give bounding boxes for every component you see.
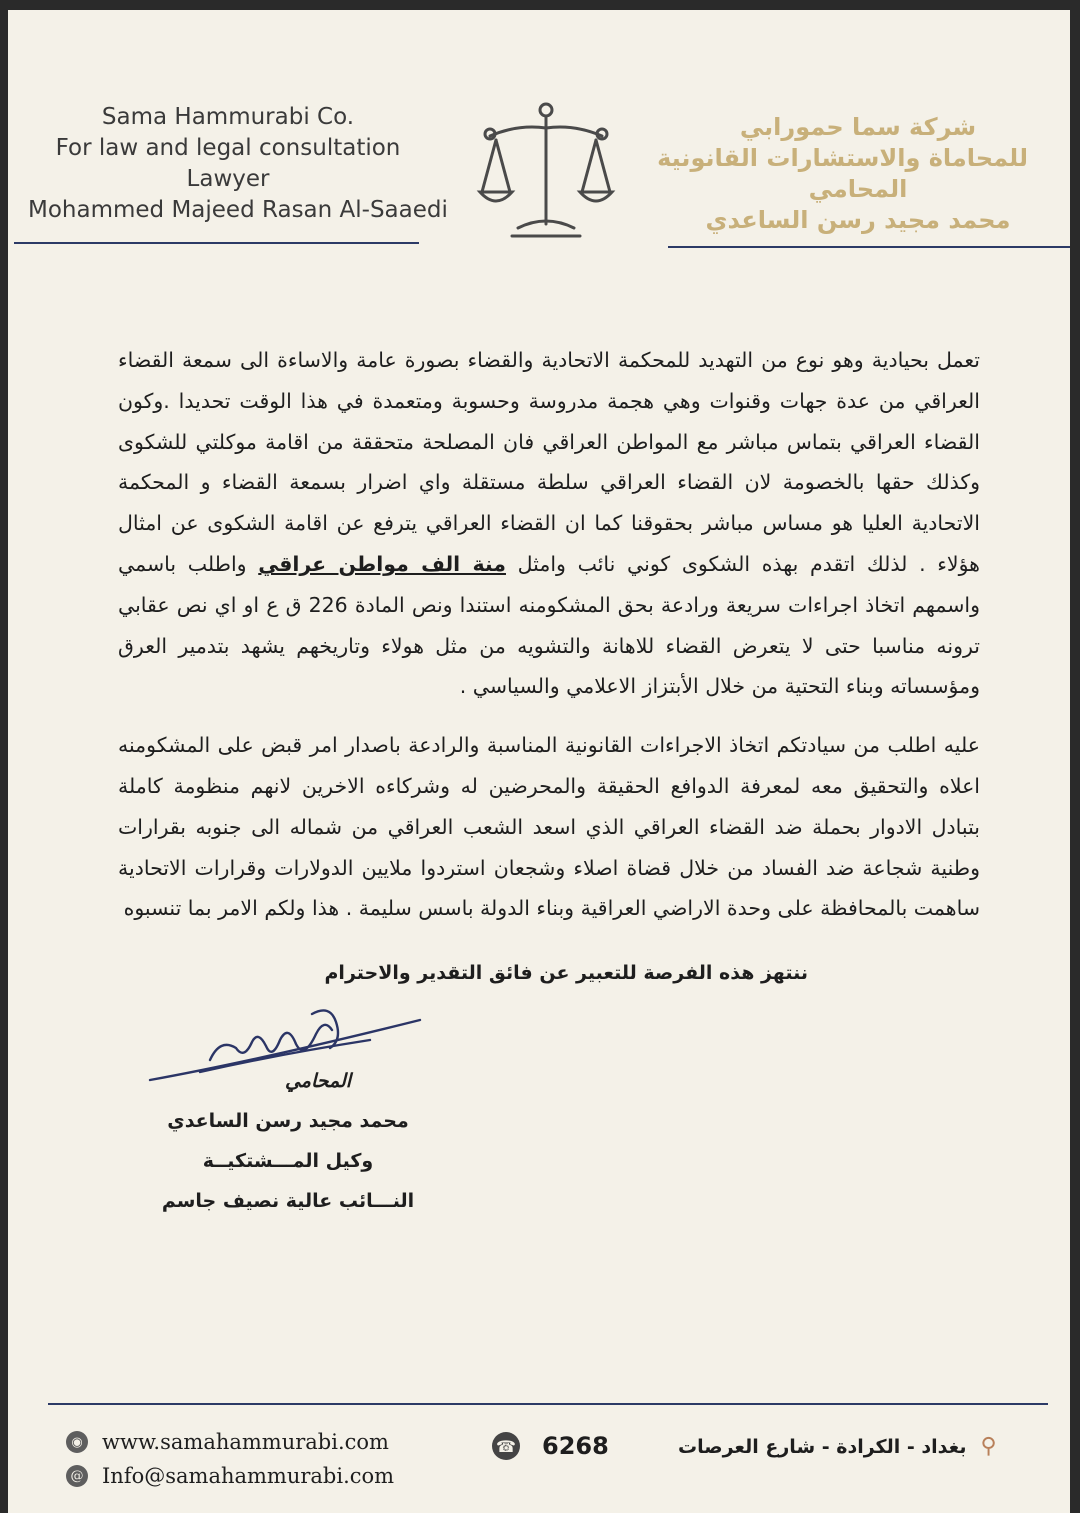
website-text[interactable]: www.samahammurabi.com [102,1430,389,1454]
company-subtitle-en: For law and legal consultation [55,135,401,161]
phone-number[interactable]: 6268 [542,1432,609,1460]
signature-block [148,1070,428,1212]
arabic-letterhead [657,112,1028,236]
signer-title: المحامي [284,1070,352,1092]
header-rule-left [14,242,419,244]
paragraph-2: عليه اطلب من سيادتكم اتخاذ الاجراءات القانونية المناسبة والرادعة باصدار امر قبض على المشكومنه اعلاه والتحقيق معه لمعرفة الدوافع الحقيقة والمحرضين له وشركاءه الاخرين لانهم منظومة كاملة بتبادل الادوار بحملة ضد القضاء العراقي الذي اسعد الشعب العراقي من شماله الى جنوبه بقرارات وطنية شجاعة ضد الفساد من خلال قضاة اصلاء وشجعان استردوا ملايين الدولارات وقرارات الاتحادية ساهمت بالمحافظة على وحدة الاراضي العراقية وبناء الدولة باسس سليمة . هذا ولكم الامر بما تنسبوه [118,733,980,921]
lawyer-name-ar: محمد مجيد رسن الساعدي [705,206,1011,234]
globe-icon: ◉ [66,1431,88,1453]
signer-role: وكيل المـــشتكيــة [202,1150,374,1172]
paragraph-1 [118,340,980,707]
signer-name: محمد مجيد رسن الساعدي [167,1110,409,1132]
footer-address [678,1434,997,1459]
company-name-en: Sama Hammurabi Co. [101,104,355,130]
emphasized-phrase: منة الف مواطن عراقي [258,551,506,576]
role-ar: المحامي [808,175,908,203]
paragraph-1-part-a: تعمل بحيادية وهو نوع من التهديد للمحكمة الاتحادية والقضاء بصورة عامة والاساءة الى سمعة القضاء العراقي من عدة جهات وقنوات وهي هجمة مدروسة وحسوبة ومتعمدة في هذا الوقت تحديدا .وكون القضاء العراقي بتماس مباشر مع المواطن العراقي فان المصلحة متحققة من اقامة موكلتي للشكوى وكذلك حقها بالخصومة لان القضاء العراقي سلطة مستقلة واي اضرار بسمعة القضاء و المحكمة الاتحادية العليا هو مساس مباشر بحقوقنا كما ان القضاء العراقي يترفع عن اقامة الشكوى عن امثال هؤلاء . لذلك اتقدم بهذه الشكوى كوني نائب وامثل [118,348,980,576]
client-name: النـــائب عالية نصيف جاسم [161,1190,415,1212]
paragraph-1-part-b: واطلب باسمي واسمهم اتخاذ اجراءات سريعة ورادعة بحق المشكومنه استندا ونص المادة 226 ق ع او اي نص عقابي ترونه مناسبا حتى لا يتعرض القضاء للاهانة والتشويه من مثل هولاء وتاريخهم يشهد بتدمير العرق ومؤسساته وبناء التحتية من خلال الأبتزاز الاعلامي والسياسي . [118,551,980,699]
address-text: بغداد - الكرادة - شارع العرصات [678,1435,967,1458]
scales-of-justice-logo [476,96,616,246]
letter-body [118,340,980,929]
closing-line: ننتهز هذه الفرصة للتعبير عن فائق التقدير والاحترام [324,962,808,984]
english-letterhead [28,102,448,226]
location-pin-icon: ⚲ [980,1434,997,1459]
header-rule-right [668,246,1070,248]
email-text[interactable]: Info@samahammurabi.com [102,1464,395,1488]
footer-phone[interactable] [492,1432,609,1460]
company-subtitle-ar: للمحاماة والاستشارات القانونية [657,144,1028,172]
company-name-ar: شركة سما حمورابي [739,113,977,141]
lawyer-name-en: Mohammed Majeed Rasan Al-Saaedi [28,197,448,223]
email-icon: @ [66,1465,88,1487]
footer-email[interactable] [66,1464,394,1488]
footer-rule [48,1403,1048,1405]
letter-page [8,10,1070,1513]
footer-website[interactable] [66,1430,389,1454]
role-en: Lawyer [186,166,270,192]
phone-icon: ☎ [492,1432,520,1460]
